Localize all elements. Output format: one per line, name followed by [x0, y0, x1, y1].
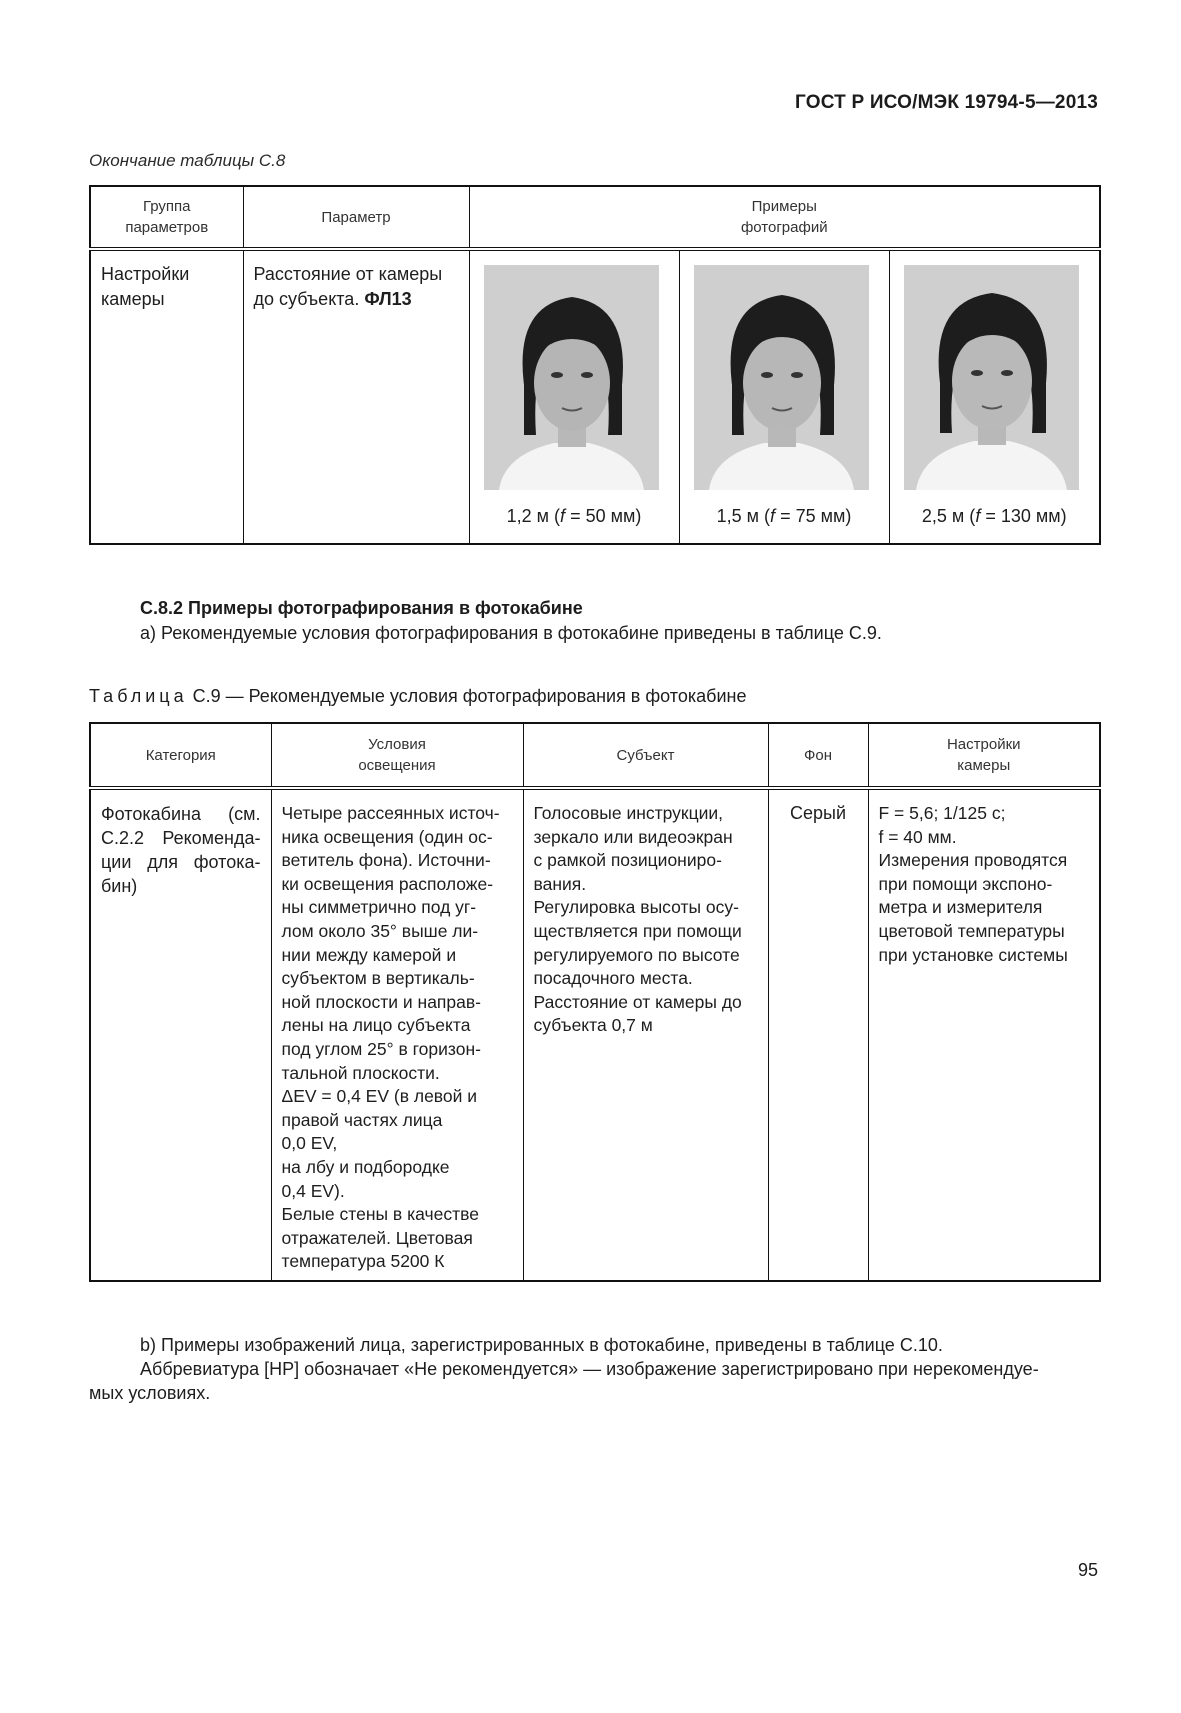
lighting-line: правой частях лица [281, 1109, 443, 1130]
photo-1-rest: = 50 мм) [565, 506, 642, 527]
col-header-examples [469, 186, 1100, 249]
lighting-line: Белые стены в качестве [281, 1204, 479, 1225]
paragraph-b: b) Примеры изображений лица, зарегистрированных в фотокабине, приведены в таблице С.10. [140, 1335, 943, 1355]
group-value: Настройки камеры [101, 264, 190, 310]
table-c9-caption-label: Таблица [89, 686, 188, 706]
col-header-parameter-text: Параметр [321, 208, 391, 226]
paragraph-abbreviation-cont: мых условиях. [89, 1383, 211, 1403]
lighting-line: температура 5200 К [281, 1251, 445, 1272]
col-header-subject [523, 723, 768, 788]
col-header-lighting [271, 723, 523, 788]
portrait-photo-3 [904, 265, 1079, 490]
cell-group [90, 249, 243, 544]
lighting-line: ной плоскости и направ- [281, 991, 481, 1012]
lighting-line: субъектом в вертикаль- [281, 968, 475, 989]
section-line-a: а) Рекомендуемые условия фотографирования в фотокабине приведены в таблице С.9. [140, 623, 882, 643]
table-c9 [89, 722, 1101, 1282]
lighting-line: 0,0 EV, [281, 1133, 338, 1154]
lighting-line: лены на лицо субъекта [281, 1015, 471, 1036]
lighting-value [272, 790, 523, 1274]
table-row [90, 249, 1100, 544]
section-title: С.8.2 Примеры фотографирования в фотокабине [140, 598, 583, 618]
parameter-code: ФЛ13 [364, 289, 412, 310]
photo-2-f: f [770, 506, 776, 527]
camera-line: метра и измерителя [878, 897, 1043, 918]
camera-line: F = 5,6; 1/125 с; [878, 803, 1006, 823]
camera-line: при установке системы [878, 944, 1068, 965]
subject-line: зеркало или видеоэкран [533, 826, 733, 847]
photo-1-f: f [560, 506, 566, 527]
cell-lighting [271, 788, 523, 1281]
subject-line: Голосовые инструкции, [533, 803, 724, 823]
photo-cell-3 [889, 249, 1100, 544]
camera-line: цветовой температуры [878, 920, 1065, 941]
lighting-line: Четыре рассеянных источ- [281, 803, 500, 823]
camera-value [869, 790, 1100, 967]
cell-parameter [243, 249, 469, 544]
subject-line: Расстояние от камеры до [533, 991, 742, 1012]
camera-line: f = 40 мм. [878, 826, 957, 847]
lighting-line: на лбу и подбородке [281, 1156, 450, 1177]
col-header-group-text: Группа параметров [125, 198, 209, 237]
subject-line: посадочного места. [533, 968, 693, 989]
cell-camera [868, 788, 1100, 1281]
table-c9-caption [89, 686, 746, 707]
col-header-parameter [243, 186, 469, 249]
lighting-line: ки освещения расположе- [281, 873, 494, 894]
parameter-value [244, 251, 469, 312]
table-c8 [89, 185, 1101, 545]
camera-line: при помощи экспоно- [878, 873, 1053, 894]
col-header-category-text: Категория [145, 746, 216, 764]
col-header-lighting-text: Условия освещения [358, 736, 436, 774]
cell-subject [523, 788, 768, 1281]
col-header-subject-text: Субъект [616, 746, 675, 764]
category-value: Фотокабина (см. С.2.2 Рекоменда-ции для фотока-бин) [101, 804, 261, 896]
col-header-category [90, 723, 271, 788]
subject-line: регулируемого по высоте [533, 944, 740, 965]
background-value: Серый [789, 803, 846, 823]
subject-line: вания. [533, 873, 587, 894]
subject-line: Регулировка высоты осу- [533, 897, 739, 918]
portrait-photo-1 [484, 265, 659, 490]
photo-cell-2 [679, 249, 889, 544]
subject-line: с рамкой позициониро- [533, 850, 722, 871]
standard-header: ГОСТ Р ИСО/МЭК 19794-5—2013 [795, 92, 1098, 113]
photo-2-rest: = 75 мм) [775, 506, 852, 527]
lighting-line: под углом 25° в горизон- [281, 1038, 481, 1059]
col-header-background [768, 723, 868, 788]
col-header-camera [868, 723, 1100, 788]
lighting-line: тальной плоскости. [281, 1062, 440, 1083]
subject-value [524, 790, 768, 1038]
lighting-line: отражателей. Цветовая [281, 1227, 473, 1248]
lighting-line: лом около 35° выше ли- [281, 920, 479, 941]
lighting-line: ника освещения (один ос- [281, 826, 493, 847]
lighting-line: ны симметрично под уг- [281, 897, 477, 918]
photo-3-rest: = 130 мм) [980, 506, 1067, 527]
photo-2-dist: 1,5 м ( [716, 506, 771, 527]
photo-caption-2 [680, 506, 889, 527]
cell-category [90, 788, 271, 1281]
photo-3-f: f [975, 506, 981, 527]
table-c8-continuation-caption: Окончание таблицы С.8 [89, 151, 286, 170]
parameter-text: Расстояние от камеры до субъекта. [253, 264, 443, 310]
photo-caption-1 [470, 506, 679, 527]
lighting-line: ΔEV = 0,4 EV (в левой и [281, 1086, 478, 1107]
col-header-group [90, 186, 243, 249]
col-header-background-text: Фон [803, 746, 833, 764]
table-row [90, 788, 1100, 1281]
col-header-camera-text: Настройки камеры [946, 736, 1021, 774]
photo-cell-1 [469, 249, 679, 544]
lighting-line: 0,4 EV). [281, 1180, 345, 1201]
paragraph-abbreviation: Аббревиатура [НР] обозначает «Не рекомендуется» — изображение зарегистрировано при нерекомендуе- [140, 1359, 1039, 1379]
cell-background [768, 788, 868, 1281]
photo-1-dist: 1,2 м ( [506, 506, 561, 527]
subject-line: субъекта 0,7 м [533, 1015, 653, 1036]
lighting-line: ветитель фона). Источни- [281, 850, 491, 871]
camera-line: Измерения проводятся [878, 850, 1068, 871]
photo-3-dist: 2,5 м ( [921, 506, 976, 527]
portrait-photo-2 [694, 265, 869, 490]
page-number: 95 [1077, 1560, 1098, 1580]
subject-line: ществляется при помощи [533, 920, 742, 941]
table-c9-caption-rest: С.9 — Рекомендуемые условия фотографирования в фотокабине [187, 686, 747, 706]
col-header-examples-text: Примеры фотографий [740, 198, 828, 237]
lighting-line: нии между камерой и [281, 944, 457, 965]
photo-caption-3 [890, 506, 1100, 527]
